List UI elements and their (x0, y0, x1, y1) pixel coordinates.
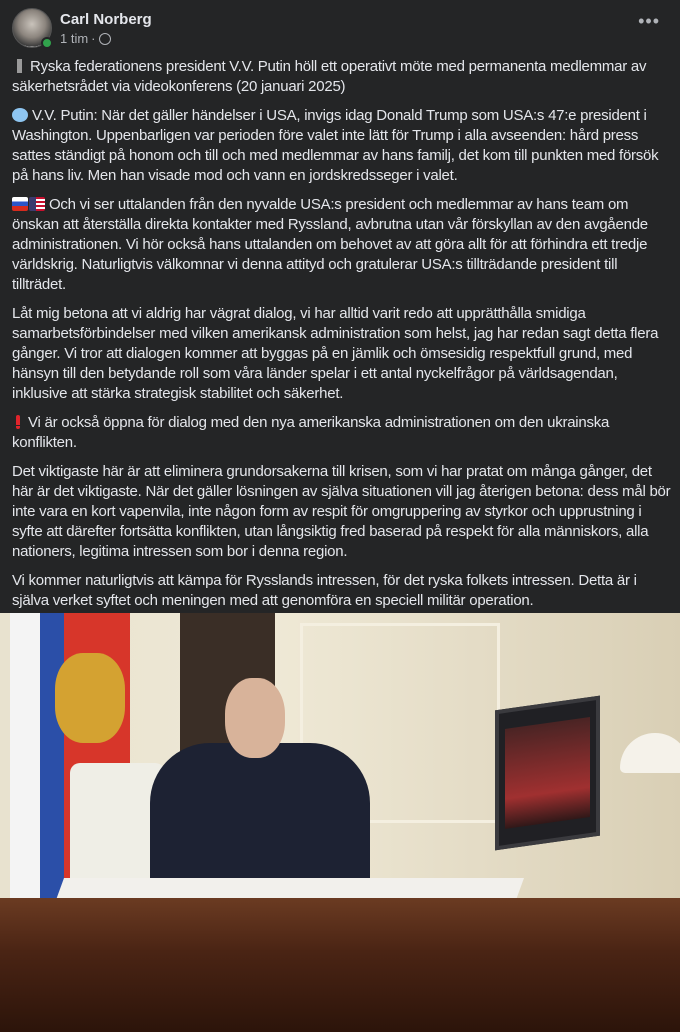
paragraph: Och vi ser uttalanden från den nyvalde USA:s president och medlemmar av hans team om önskan att återställa direkta kontakter med Ryssland, avbrutna utan vår förskyllan av den avgående administrationen. Vi hör också hans uttalanden om behovet av att göra allt för att förhindra ett tredje världskrig. Naturligtvis välkomnar vi denna attityd och gratulerar USA:s tillträdande president till tillträdet. (12, 196, 648, 293)
microphone-icon (12, 59, 26, 73)
papers (56, 878, 524, 900)
globe-icon (99, 33, 111, 45)
separator: · (91, 31, 96, 46)
russia-flag-icon (12, 197, 28, 211)
post-meta (60, 31, 111, 46)
paragraph: V.V. Putin: När det gäller händelser i USA, invigs idag Donald Trump som USA:s 47:e president i Washington. Uppenbarligen var perioden före valet inte lätt för Trump i alla avseenden: hård press sattes ständigt på honom och till och med medlemmar av hans familj, det kom till punkten med försök på hans liv. Men han visade mod och vann en jordskredsseger i valet. (12, 107, 659, 184)
usa-flag-icon (29, 197, 45, 211)
post-text (12, 57, 672, 620)
more-options-icon[interactable]: ••• (638, 11, 660, 31)
post-header (12, 8, 668, 50)
post-photo[interactable] (0, 613, 680, 1032)
paragraph: Låt mig betona att vi aldrig har vägrat dialog, vi har alltid varit redo att upprätthålla smidiga samarbetsförbindelser med vilken amerikansk administration som helst, jag har redan sagt detta flera gånger. Vi tror att dialogen kommer att byggas på en jämlik och ömsesidig respektfull grund, med hänsyn till den betydande roll som våra länder spelar i ett antal nyckelfrågor på världsagendan, inklusive att stärka strategisk stabilitet och säkerhet. (12, 305, 659, 402)
paragraph: Ryska federationens president V.V. Putin höll ett operativt möte med permanenta medlemmar av säkerhetsrådet via videokonferens (20 januari 2025) (12, 58, 647, 95)
exclamation-icon (16, 415, 20, 429)
coat-of-arms (55, 653, 125, 743)
author-name[interactable]: Carl Norberg (60, 11, 152, 28)
person-head (225, 678, 285, 758)
paragraph: Vi kommer naturligtvis att kämpa för Rysslands intressen, för det ryska folkets intressen. Detta är i själva verket syftet och meningen med att genomföra en speciell militär operation. (12, 572, 637, 609)
paragraph: Vi är också öppna för dialog med den nya amerikanska administrationen om den ukrainska konflikten. (12, 414, 610, 451)
lamp (620, 733, 680, 773)
online-status-icon (41, 37, 53, 49)
desk (0, 898, 680, 1032)
monitor-screen (505, 717, 590, 829)
speech-bubble-icon (12, 108, 28, 122)
paragraph: Det viktigaste här är att eliminera grundorsakerna till krisen, som vi har pratat om många gånger, det här är det viktigaste. När det gäller lösningen av själva situationen vill jag återigen betona: dess mål bör inte vara en kort vapenvila, inte någon form av respit för omgruppering av styrkor och upprustning i syfte att därefter fortsätta konflikten, utan långsiktig fred baserad på respekt för alla människors, alla nationers, legitima intressen som bor i denna region. (12, 463, 671, 560)
post-time[interactable]: 1 tim (60, 31, 89, 46)
